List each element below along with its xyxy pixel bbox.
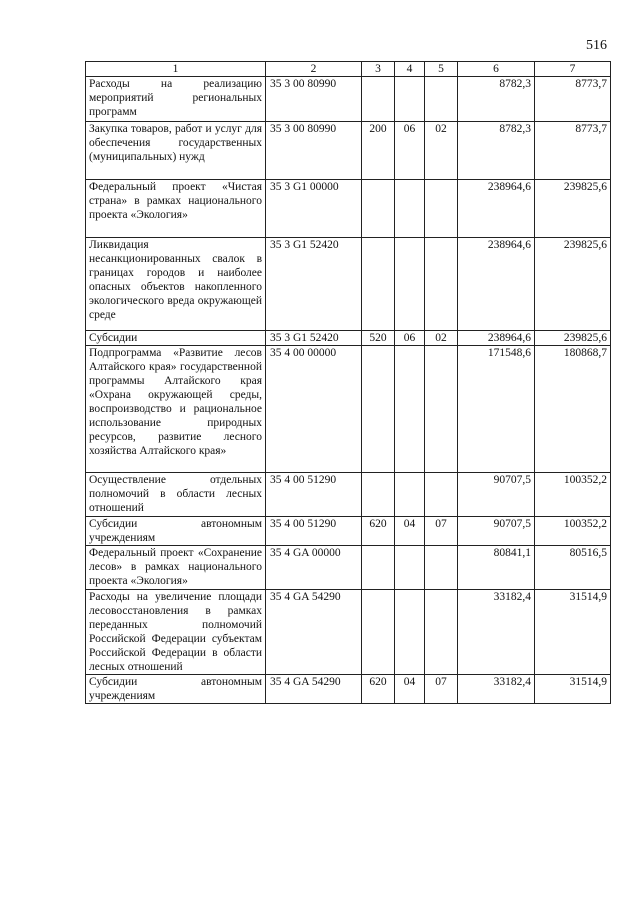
table-row <box>86 238 611 331</box>
row-value-7: 100352,2 <box>535 517 611 546</box>
row-value-7: 180868,7 <box>535 346 611 473</box>
row-col4 <box>395 546 425 590</box>
table-row <box>86 675 611 704</box>
table-row <box>86 346 611 473</box>
row-name: Осуществление отдельных полномочий в области лесных отношений <box>86 473 266 517</box>
row-col3 <box>362 590 395 675</box>
row-name: Субсидии автономным учреждениям <box>86 675 266 704</box>
row-name: Субсидии <box>86 331 266 346</box>
row-value-7: 239825,6 <box>535 331 611 346</box>
row-value-7: 239825,6 <box>535 180 611 238</box>
row-col3 <box>362 180 395 238</box>
row-col5 <box>425 180 458 238</box>
row-col3 <box>362 546 395 590</box>
row-col5 <box>425 590 458 675</box>
row-col3 <box>362 473 395 517</box>
row-code: 35 4 GA 54290 <box>266 675 362 704</box>
table-row <box>86 473 611 517</box>
row-col3 <box>362 77 395 122</box>
row-code: 35 3 00 80990 <box>266 77 362 122</box>
row-col4 <box>395 180 425 238</box>
row-col4 <box>395 346 425 473</box>
row-col5: 07 <box>425 517 458 546</box>
row-name: Субсидии автономным учреждениям <box>86 517 266 546</box>
budget-table <box>85 61 611 704</box>
row-value-7: 8773,7 <box>535 77 611 122</box>
row-code: 35 3 G1 52420 <box>266 238 362 331</box>
row-col4 <box>395 473 425 517</box>
row-col3: 200 <box>362 122 395 180</box>
row-col5 <box>425 238 458 331</box>
row-value-6: 171548,6 <box>458 346 535 473</box>
row-value-6: 33182,4 <box>458 590 535 675</box>
row-value-6: 80841,1 <box>458 546 535 590</box>
row-name: Федеральный проект «Сохранение лесов» в рамках национального проекта «Экология» <box>86 546 266 590</box>
row-col4 <box>395 77 425 122</box>
row-value-7: 239825,6 <box>535 238 611 331</box>
row-col3 <box>362 238 395 331</box>
row-value-6: 238964,6 <box>458 331 535 346</box>
row-value-6: 90707,5 <box>458 517 535 546</box>
row-col4 <box>395 238 425 331</box>
row-code: 35 4 GA 00000 <box>266 546 362 590</box>
row-code: 35 4 GA 54290 <box>266 590 362 675</box>
row-value-6: 238964,6 <box>458 180 535 238</box>
row-name: Расходы на увеличение площади лесовосстановления в рамках переданных полномочий Российской Федерации субъектам Российской Федерации в области лесных отношений <box>86 590 266 675</box>
row-code: 35 4 00 00000 <box>266 346 362 473</box>
row-col5: 02 <box>425 122 458 180</box>
row-code: 35 4 00 51290 <box>266 517 362 546</box>
table-row <box>86 77 611 122</box>
table-row <box>86 517 611 546</box>
table-row <box>86 331 611 346</box>
column-header: 2 <box>266 62 362 77</box>
row-value-6: 90707,5 <box>458 473 535 517</box>
row-col4: 04 <box>395 675 425 704</box>
row-code: 35 4 00 51290 <box>266 473 362 517</box>
table-row <box>86 122 611 180</box>
row-col3: 620 <box>362 517 395 546</box>
row-value-7: 100352,2 <box>535 473 611 517</box>
row-name: Расходы на реализацию мероприятий региональных программ <box>86 77 266 122</box>
table-header-row <box>86 62 611 77</box>
table-row <box>86 590 611 675</box>
column-header: 4 <box>395 62 425 77</box>
row-col5 <box>425 346 458 473</box>
row-col3 <box>362 346 395 473</box>
row-col3: 520 <box>362 331 395 346</box>
row-col4: 06 <box>395 122 425 180</box>
row-col4 <box>395 590 425 675</box>
row-value-6: 238964,6 <box>458 238 535 331</box>
row-col5: 07 <box>425 675 458 704</box>
row-code: 35 3 G1 52420 <box>266 331 362 346</box>
row-col5 <box>425 77 458 122</box>
row-col4: 06 <box>395 331 425 346</box>
row-col4: 04 <box>395 517 425 546</box>
column-header: 6 <box>458 62 535 77</box>
row-name: Закупка товаров, работ и услуг для обеспечения государственных (муниципальных) нужд <box>86 122 266 180</box>
row-value-6: 8782,3 <box>458 122 535 180</box>
column-header: 3 <box>362 62 395 77</box>
row-col5 <box>425 473 458 517</box>
row-value-6: 8782,3 <box>458 77 535 122</box>
row-code: 35 3 00 80990 <box>266 122 362 180</box>
row-name: Федеральный проект «Чистая страна» в рамках национального проекта «Экология» <box>86 180 266 238</box>
column-header: 7 <box>535 62 611 77</box>
row-value-6: 33182,4 <box>458 675 535 704</box>
row-value-7: 80516,5 <box>535 546 611 590</box>
table-row <box>86 546 611 590</box>
row-col5: 02 <box>425 331 458 346</box>
row-name: Подпрограмма «Развитие лесов Алтайского края» государственной программы Алтайского края «Охрана окружающей среды, воспроизводство и рациональное использование природных ресурсов, развитие лесного хозяйства Алтайского края» <box>86 346 266 473</box>
row-col3: 620 <box>362 675 395 704</box>
row-value-7: 8773,7 <box>535 122 611 180</box>
column-header: 1 <box>86 62 266 77</box>
row-value-7: 31514,9 <box>535 590 611 675</box>
column-header: 5 <box>425 62 458 77</box>
table-row <box>86 180 611 238</box>
row-col5 <box>425 546 458 590</box>
row-name: Ликвидация несанкционированных свалок в границах городов и наиболее опасных объектов накопленного экологического вреда окружающей среде <box>86 238 266 331</box>
page-number: 516 <box>586 38 607 53</box>
row-value-7: 31514,9 <box>535 675 611 704</box>
row-code: 35 3 G1 00000 <box>266 180 362 238</box>
